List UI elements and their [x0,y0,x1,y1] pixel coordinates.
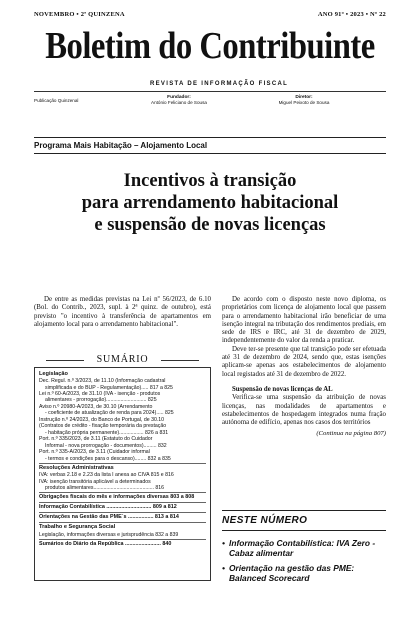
divider [39,512,206,513]
sumario-line: IVA: verbas 2.18 e 2.23 da lista I anexa ao CIVA 815 e 816 [39,472,174,479]
sumario-line: Port. n.º 335/2023, de 3.11 (Estatuto do Cuidador [39,436,153,443]
divider [222,510,386,511]
publication-frequency: Publicação Quinzenal [34,98,79,103]
sumario-line: Dec. Regul. n.º 3/2023, de 11.10 (Informação cadastral [39,378,166,385]
sumario-line: IVA: isenção transitória aplicável a determinados [39,478,151,485]
bullet-icon: • [222,563,225,573]
neste-numero-item [222,563,386,583]
headline-line-3: e suspensão de novas licenças [94,215,326,235]
issue-number: ANO 91º • 2023 • Nº 22 [317,11,386,18]
sumario-line: Instrução n.º 24/2023, do Banco de Portugal, de 30.10 [39,416,165,423]
sumario-line: Sumários do Diário da República ........................ 840 [39,540,172,547]
article-paragraph: De acordo com o disposto neste novo diploma, os proprietários com licença de alojamento local que passem para o arrendamento habitacional irão beneficiar de uma isenção integral na tributação dos rendimentos prediais, em sede de IRS e IRC, até 31 de dezembro de 2029, independentemente do valor da renda a praticar. [222,296,386,345]
neste-numero-item-label: Orientação na gestão das PME: Balanced Scorecard [229,563,355,583]
continued-note: (Continua na página 807) [316,430,386,438]
divider [39,492,206,493]
sumario-line: - coeficiente de atualização de renda para 2024)..... 825 [45,410,174,417]
sumario-line: Obrigações fiscais do mês e informações diversas 803 a 808 [39,494,195,501]
article-paragraph: Deve ter-se presente que tal transição pode ser efetuada até 31 de dezembro de 2024, sendo que, estas isenções aplicam-se apenas aos estabelecimentos de alojamento local registados até 31 de dezembro de 2022. [222,345,386,378]
sumario-line: (Contratos de crédito - fixação temporária da prestação [39,423,167,430]
sumario-line: Informação Contabilística .............................. 809 a 812 [39,504,177,511]
sumario-line: Informal - nova prorrogação - documentos)......... 832 [45,442,167,449]
masthead-title: Boletim do Contribuinte [45,25,375,67]
director-credit [249,95,359,105]
divider [39,539,206,540]
divider [39,522,206,523]
sumario-line: alimentares - prorrogação)............................ 825 [45,397,157,404]
divider [39,463,206,464]
director-label: Diretor: [295,95,313,100]
divider [39,502,206,503]
divider [222,530,386,531]
neste-numero-list [222,538,386,588]
neste-numero-item-label: Informação Contabilística: IVA Zero - Cabaz alimentar [229,538,376,558]
sumario-line: - termos e condições para o descanso)........ 832 a 835 [45,455,171,462]
headline [34,170,386,236]
sumario-line: Aviso n.º 20980-A/2023, de 30.10 (Arrendamento [39,403,153,410]
divider [34,91,386,92]
section-label: Programa Mais Habitação – Alojamento Local [34,141,208,150]
sumario-line: - habitação própria permanente)................. 826 a 831 [45,429,169,436]
credits [34,95,386,118]
director-name: Miguel Peixoto de Sousa [278,100,330,105]
article-subheading: Suspensão de novas licenças de AL [232,385,333,393]
article-paragraph: Verifica-se uma suspensão da atribuição de novas licenças, nas modalidades de apartamentos e estabelecimentos de hospedagem integrados numa fração autónoma de edifício, apenas nos casos dos territórios [222,394,386,427]
sumario-line: Port. n.º 335-A/2023, de 3.11 (Cuidador informal [39,449,150,456]
issue-line [34,11,386,21]
sumario-heading: Resoluções Administrativas [39,464,114,471]
founder-label: Fundador: [167,95,191,100]
bullet-icon: • [222,538,225,548]
founder-credit [124,95,234,105]
neste-numero-title: NESTE NÚMERO [222,515,308,526]
headline-line-1: Incentivos à transição [123,171,297,191]
sumario-line: produtos alimentares.......................................... 816 [45,484,165,491]
sumario-line: Legislação, informações diversas e jurisprudência 832 a 839 [39,531,179,538]
article-right-column [222,296,386,439]
sumario-box [34,367,211,581]
sumario-line: simplificada e do BUP - Regulamentação)..... 817 a 825 [45,384,173,391]
sumario-line: Orientações na Gestão das PME´s ................. 813 a 814 [39,514,179,521]
issue-date: NOVEMBRO • 2ª QUINZENA [34,11,125,18]
sumario-heading: Trabalho e Segurança Social [39,524,116,531]
founder-name: António Feliciano de Sousa [151,100,207,105]
neste-numero-item [222,538,386,558]
sumario-line: Lei n.º 60-A/2023, de 31.10 (IVA - isenção - produtos [39,391,161,397]
intro-paragraph: De entre as medidas previstas na Lei nº 56/2023, de 6.10 (Bol. do Contrib., 2023, supl. à 2ª quinz. de outubro), está previsto "o incentivo à transferência de apartamentos em alojamento local para o arrendamento habitacional". [34,296,211,328]
divider [34,153,386,154]
sumario-heading: Legislação [39,371,68,377]
sumario-title: SUMÁRIO [34,354,211,365]
headline-line-2: para arrendamento habitacional [81,193,339,213]
divider [34,137,386,138]
masthead-subtitle: REVISTA DE INFORMAÇÃO FISCAL [150,81,289,87]
